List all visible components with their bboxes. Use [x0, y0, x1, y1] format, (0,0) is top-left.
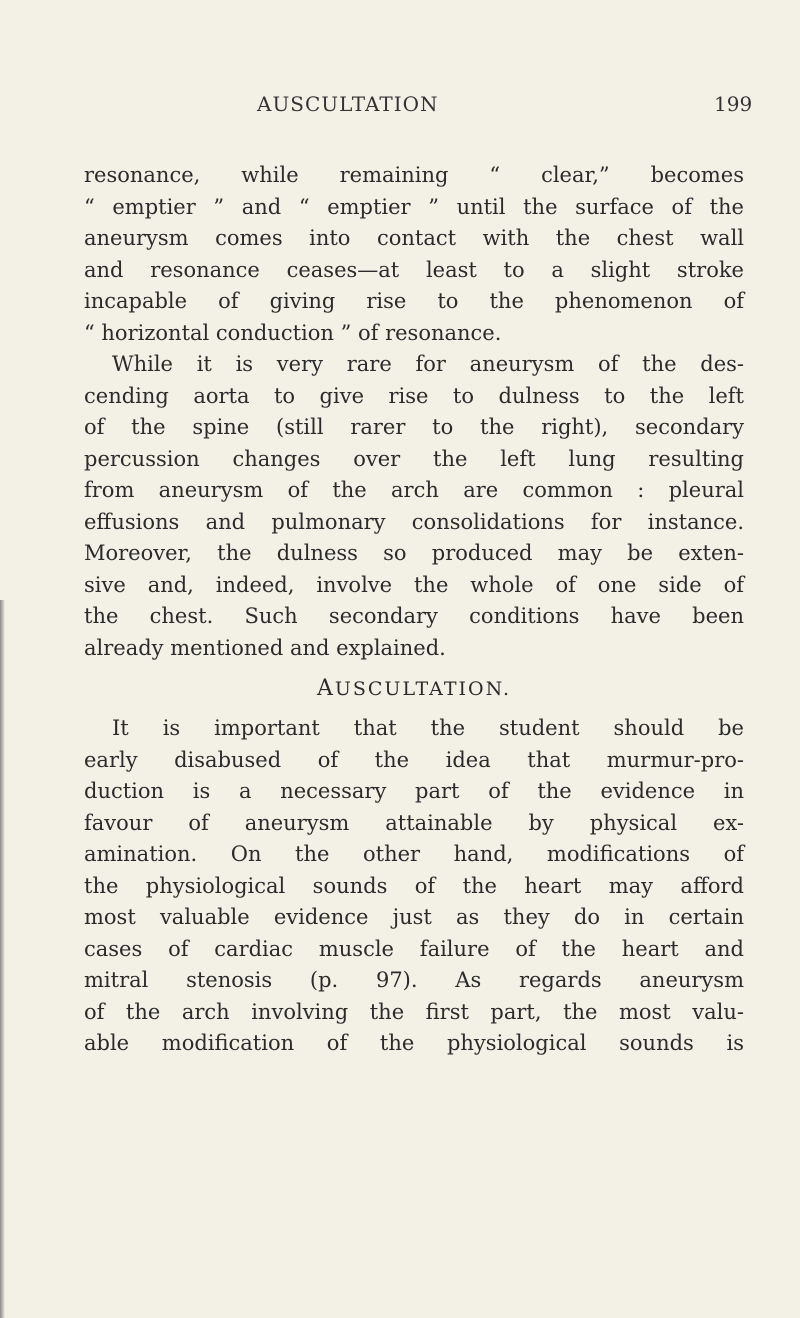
- text-line: percussion changes over the left lung resulting: [84, 446, 744, 471]
- text-line: the physiological sounds of the heart may afford: [84, 873, 744, 898]
- text-line: of the arch involving the first part, the most valu-: [84, 999, 744, 1024]
- page-header: [0, 92, 800, 122]
- text-line: cases of cardiac muscle failure of the heart and: [84, 936, 744, 961]
- text-line: cending aorta to give rise to dulness to the left: [84, 383, 744, 408]
- text-line: most valuable evidence just as they do in certain: [84, 905, 744, 929]
- text-line: the chest. Such secondary conditions have been: [84, 604, 744, 628]
- text-line: resonance, while remaining “ clear,” becomes: [84, 163, 744, 187]
- text-line: “ horizontal conduction ” of resonance.: [84, 320, 502, 345]
- text-line: able modification of the physiological sounds is: [84, 1031, 744, 1055]
- text-line: aneurysm comes into contact with the chest wall: [84, 226, 744, 250]
- text-line: amination. On the other hand, modifications of: [84, 842, 744, 866]
- body-text: [84, 160, 744, 1060]
- section-heading: [84, 670, 744, 711]
- text-line: While it is very rare for aneurysm of the des-: [112, 352, 744, 376]
- text-line: from aneurysm of the arch are common : pleural: [84, 478, 744, 502]
- text-line: and resonance ceases—at least to a slight stroke: [84, 257, 744, 282]
- text-line: “ emptier ” and “ emptier ” until the surface of the: [84, 194, 744, 219]
- section-heading-initial: A: [316, 676, 335, 701]
- text-line: effusions and pulmonary consolidations for instance.: [84, 509, 744, 534]
- text-line: It is important that the student should be: [112, 716, 744, 740]
- text-line: of the spine (still rarer to the right), secondary: [84, 415, 744, 439]
- page-edge-shadow: [0, 600, 5, 1318]
- running-head: AUSCULTATION: [257, 92, 439, 116]
- text-line: duction is a necessary part of the evidence in: [84, 779, 744, 803]
- section-heading-rest: USCULTATION.: [334, 678, 512, 700]
- text-line: already mentioned and explained.: [84, 635, 446, 660]
- text-line: Moreover, the dulness so produced may be exten-: [84, 541, 744, 565]
- text-line: early disabused of the idea that murmur-pro-: [84, 747, 744, 772]
- text-line: mitral stenosis (p. 97). As regards aneurysm: [84, 968, 744, 992]
- text-line: incapable of giving rise to the phenomenon of: [84, 289, 744, 313]
- text-line: favour of aneurysm attainable by physical ex-: [84, 810, 744, 835]
- text-line: sive and, indeed, involve the whole of one side of: [84, 572, 744, 597]
- page-number: 199: [714, 92, 753, 116]
